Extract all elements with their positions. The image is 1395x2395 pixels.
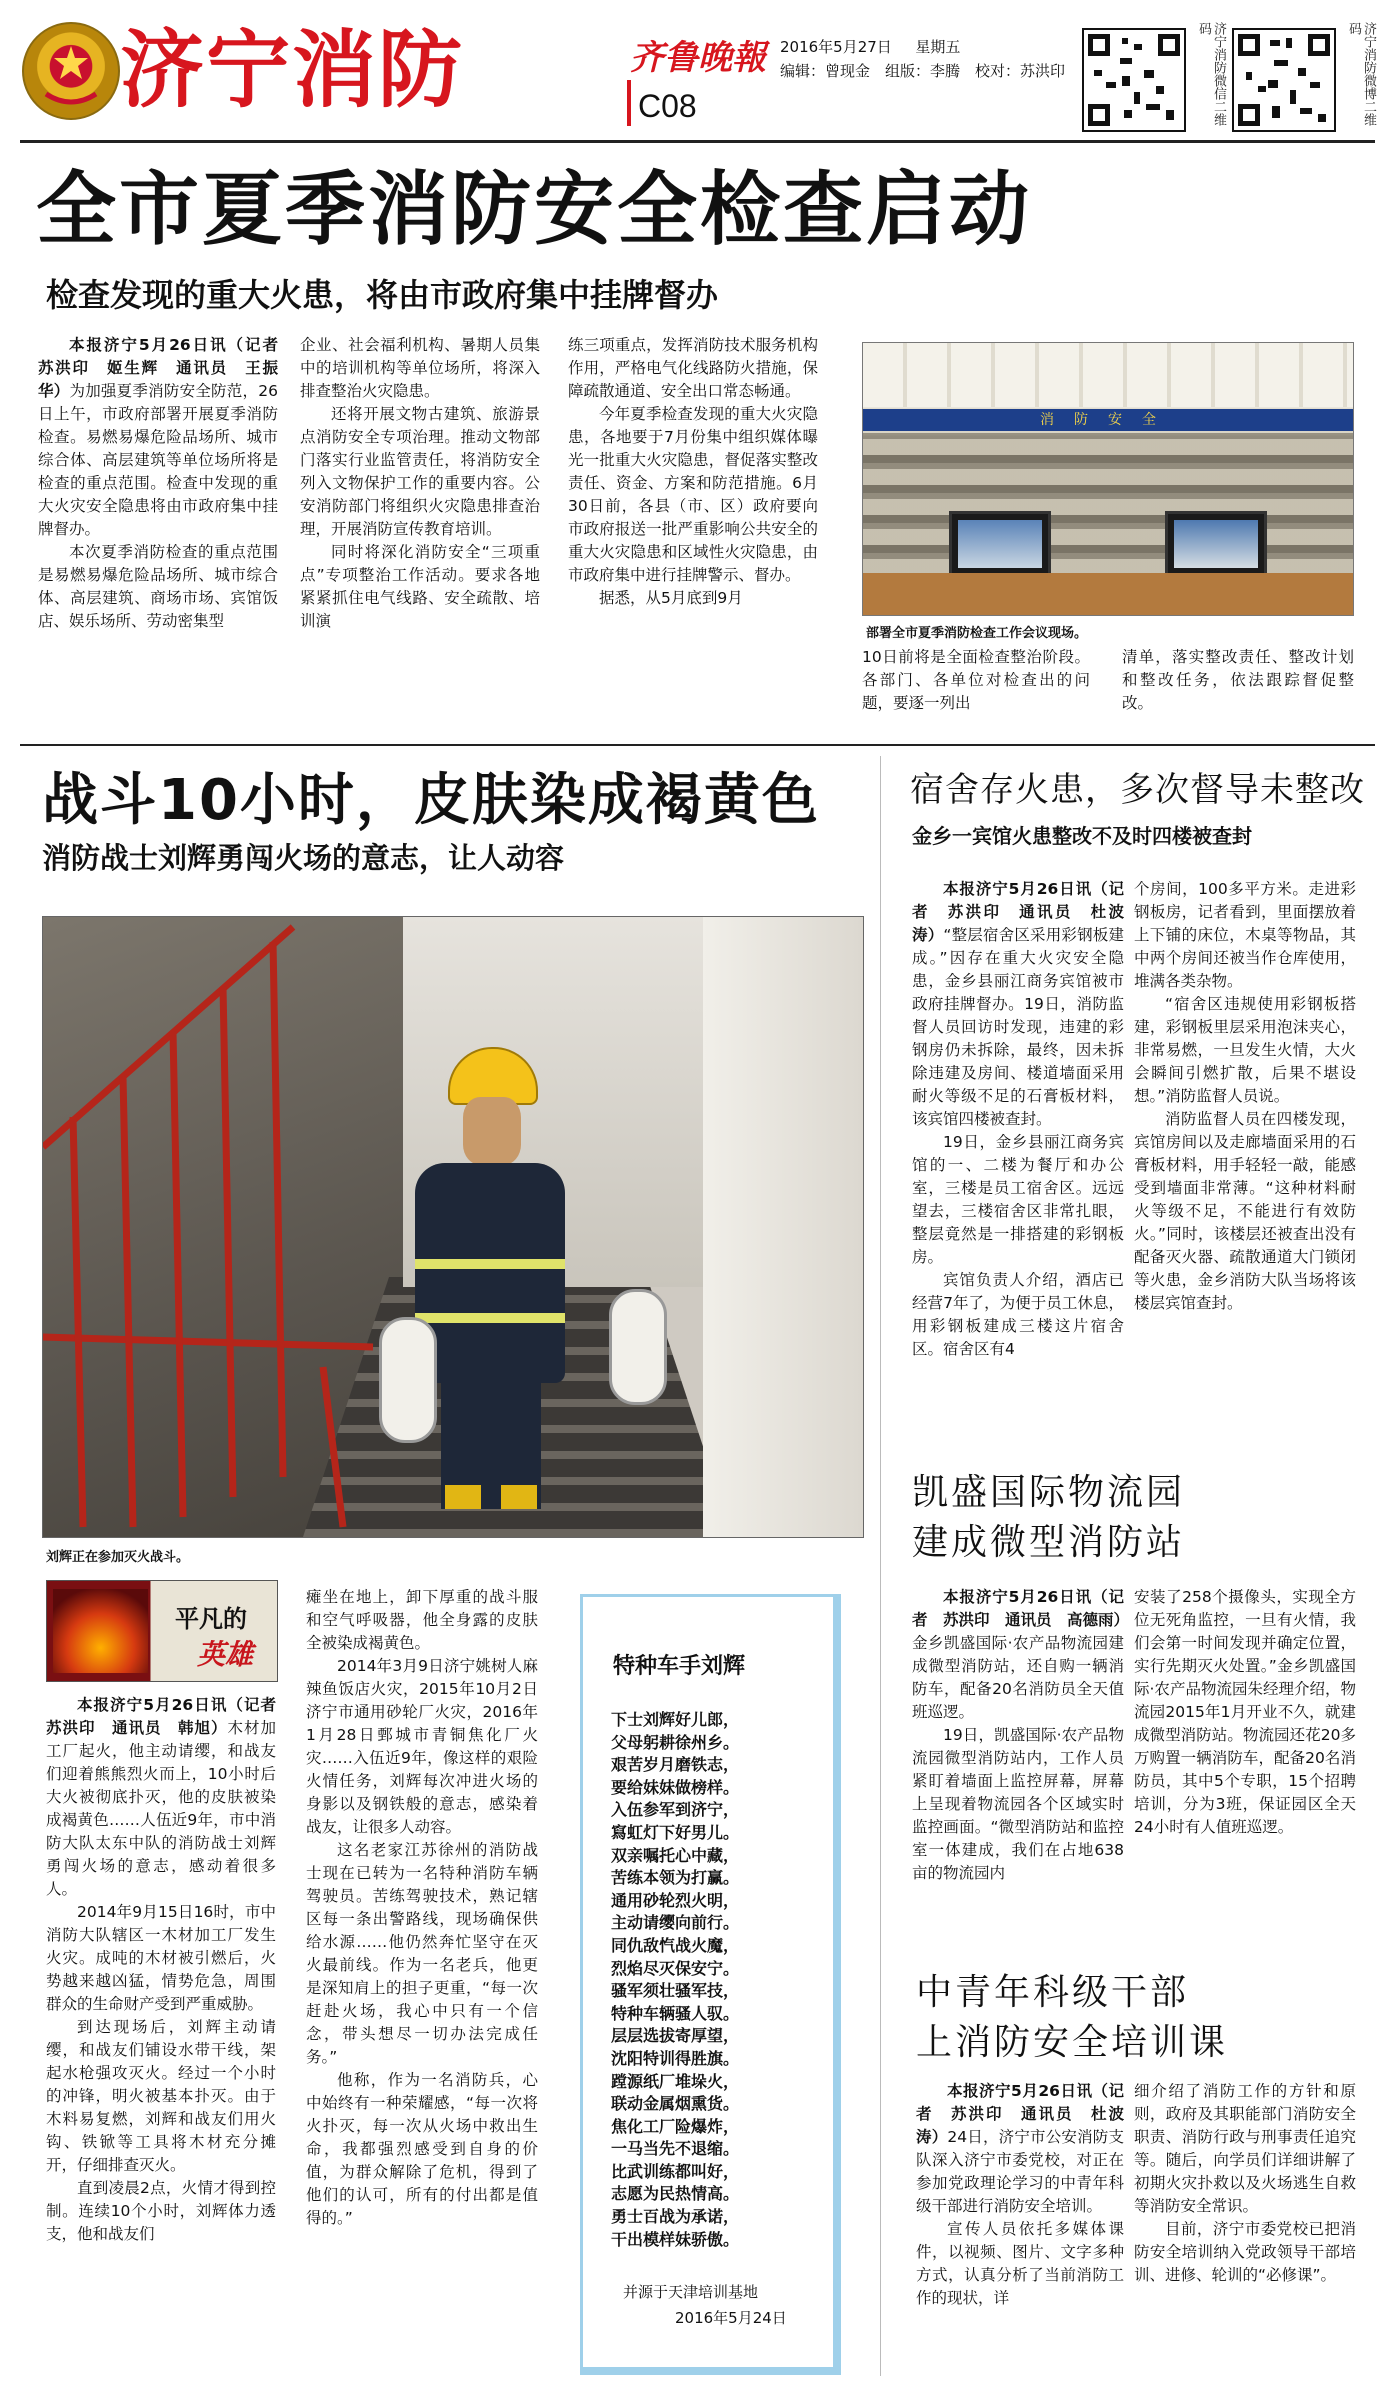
weibo-qr-label: 济宁消防微博二维码 [1346,22,1376,126]
article3-headline: 宿舍存火患，多次督导未整改 [910,770,1365,810]
article1-col2 [300,334,540,633]
article1-para: 还将开展文物古建筑、旅游景点消防安全专项治理。推动文物部门落实行业监管责任，将消防安全列入文物保护工作的重要内容。公安消防部门将组织火灾隐患排查治理，开展消防宣传教育培训。 [300,405,540,538]
masthead-divider [627,80,631,126]
article2-para: 瘫坐在地上，卸下厚重的战斗服和空气呼吸器，他全身露的皮肤全被染成褐黄色。 [306,1588,538,1652]
poem-line: 特种车辆骚人驭。 [611,2003,740,2023]
article2-para: 2014年3月9日济宁姚树人麻辣鱼饭店火灾，2015年10月2日济宁市通用砂轮厂火灾，2016年1月28日鄄城市青铜焦化厂火灾……入伍近9年，像这样的艰险火情任务，刘辉每次冲进火场的身影以及钢铁般的意志，感染着战友，让很多人动容。 [306,1657,538,1836]
meeting-banner: 消防安全 [863,409,1353,431]
meeting-table [863,573,1353,615]
poem-line: 焦化工厂险爆炸， [611,2116,740,2136]
article4-para: 金乡凯盛国际·农产品物流园建成微型消防站，还自购一辆消防车，配备20名消防员全天值班巡逻。 [912,1634,1124,1721]
article3-byline: 本报济宁5月26日讯（记者 苏洪印 通讯员 杜波涛） [912,880,1124,944]
badge-title-2: 英雄 [197,1638,254,1671]
article5-headline-2: 上消防安全培训课 [916,2022,1229,2063]
issue-date-line [780,36,960,57]
section-divider [20,744,1375,746]
article2-subhead: 消防战士刘辉勇闯火场的意志，让人动容 [42,841,565,875]
poem-line: 勇士百战为承诺， [611,2207,740,2227]
masthead-title: 济宁消防 [120,21,465,119]
article1-para: 企业、社会福利机构、暑期人员集中的培训机构等单位场所，将深入排查整治火灾隐患。 [300,336,540,400]
poem-line: 比武训练都叫好， [611,2161,740,2181]
article5-para: 目前，济宁市委党校已把消防安全培训纳入党政领导干部培训、进修、轮训的“必修课”。 [1134,2220,1356,2284]
article3-col2 [1134,878,1356,1315]
wechat-qr-label: 济宁消防微信二维码 [1196,22,1226,126]
article4-byline: 本报济宁5月26日讯（记者 苏洪印 通讯员 高德雨） [912,1588,1130,1629]
article2-para: 直到凌晨2点，火情才得到控制。连续10个小时，刘辉体力透支，他和战友们 [46,2179,276,2243]
article4-col2 [1134,1586,1356,1839]
article1-col4 [862,646,1090,715]
firefighter-photo [42,916,864,1538]
screen-left-icon [949,511,1051,577]
article3-para: “整层宿舍区采用彩钢板建成。”因存在重大火灾安全隐患，金乡县丽江商务宾馆被市政府挂牌督办。19日，消防监督人员回访时发现，违建的彩钢房仍未拆除，最终，因未拆除违建及房间、楼道墙面采用耐火等级不足的石膏板材料，该宾馆四楼被查封。 [912,926,1124,1128]
article5-para: 宣传人员依托多媒体课件，以视频、图片、文字多种方式，认真分析了当前消防工作的现状，详 [916,2220,1124,2307]
article3-para: “宿舍区违规使用彩钢板搭建，彩钢板里层采用泡沫夹心，非常易燃，一旦发生火情，大火会瞬间引燃扩散，后果不堪设想。”消防监督人员说。 [1134,995,1356,1105]
screen-right-icon [1165,511,1267,577]
article1-col1 [38,334,294,633]
hose-roll-left-icon [379,1317,437,1443]
poem-line: 沈阳特训得胜旗。 [611,2048,740,2068]
meeting-photo [862,342,1354,616]
column-divider [880,756,881,2376]
article5-byline: 本报济宁5月26日讯（记者 苏洪印 通讯员 杜波涛） [916,2082,1124,2146]
article4-para: 19日，凯盛国际·农产品物流园微型消防站内，工作人员紧盯着墙面上监控屏幕，屏幕上呈现着物流园各个区域实时监控画面。“微型消防站和监控室一体建成，我们在占地638亩的物流园内 [912,1726,1124,1882]
poem-line: 艰苦岁月磨铁志， [611,1755,740,1775]
article1-para: 练三项重点，发挥消防技术服务机构作用，严格电气化线路防火措施，保障疏散通道、安全出口常态畅通。 [568,336,818,400]
article1-para: 为加强夏季消防安全防范，26日上午，市政府部署开展夏季消防检查。易燃易爆危险品场所、城市综合体、高层建筑等单位场所将是检查的重点范围。检查中发现的重大火灾安全隐患将由市政府集中挂牌督办。 [38,382,278,538]
article3-para: 宾馆负责人介绍，酒店已经营7年了，为便于员工休息，用彩钢板建成三楼这片宿舍区。宿舍区有4 [912,1271,1124,1358]
badge-fire-icon [53,1589,148,1673]
article1-para: 10日前将是全面检查整治阶段。各部门、各单位对检查出的问题，要逐一列出 [862,648,1090,712]
weibo-qr-icon [1232,28,1336,132]
fire-emblem-icon [22,22,120,120]
poem-line: 联动金属烟熏货。 [611,2094,740,2114]
article3-para: 个房间，100多平方米。走进彩钢板房，记者看到，里面摆放着上下铺的床位，木桌等物品，其中两个房间还被当作仓库使用，堆满各类杂物。 [1134,880,1356,990]
article2-para: 木材加工厂起火，他主动请缨，和战友们迎着熊熊烈火而上，10小时后大火被彻底扑灭，他的皮肤被染成褐黄色……人伍近9年，市中消防大队太东中队的消防战士刘辉勇闯火场的意志，感动着很多人。 [46,1719,276,1898]
poem-line: 下士刘辉好儿郎， [611,1710,740,1729]
poem-line: 骚军须壮骚军技， [611,1981,740,2001]
article1-byline: 本报济宁5月26日讯（记者 苏洪印 姬生辉 通讯员 王振华） [38,336,294,400]
firefighter-legs [441,1379,541,1509]
poem-line: 父母躬耕徐州乡。 [611,1732,740,1752]
firefighter-body [415,1163,565,1383]
article3-col1 [912,878,1124,1361]
poem-line: 烈焰尽灭保安宁。 [611,1958,740,1978]
badge-title-1: 平凡的 [175,1605,247,1633]
poem-line: 主动请缨向前行。 [611,1913,740,1933]
poem-box [580,1594,841,2375]
poem-signature: 并源于天津培训基地 [623,2283,759,2301]
poem-line: 同仇敌忾战火魔， [611,1935,740,1955]
poem-title: 特种车手刘辉 [613,1654,746,1679]
article1-para: 据悉，从5月底到9月 [599,589,743,607]
article1-col5 [1122,646,1354,715]
hose-roll-right-icon [609,1289,667,1405]
article4-col1 [912,1586,1130,1885]
masthead [0,0,1395,145]
article1-col3 [568,334,818,610]
article5-col2 [1134,2080,1356,2287]
poem-line: 要给妹妹做榜样。 [611,1777,740,1797]
article1-para: 清单，落实整改责任、整改计划和整改任务，依法跟踪督促整改。 [1122,648,1354,712]
issue-date: 2016年5月27日 [780,38,892,56]
article5-col1 [916,2080,1124,2310]
article2-col1 [46,1694,292,2246]
poem-lines [611,1709,811,2251]
article2-para: 2014年9月15日16时，市中消防大队辖区一木材加工厂发生火灾。成吨的木材被引燃后，火势越来越凶猛，情势危急，周围群众的生命财产受到严重威胁。 [46,1903,276,2013]
poem-date: 2016年5月24日 [675,2309,787,2327]
article1-headline: 全市夏季消防安全检查启动 [36,163,1032,256]
article4-headline-1: 凯盛国际物流园 [912,1472,1186,1513]
article1-para: 同时将深化消防安全“三项重点”专项整治工作活动。要求各地紧紧抓住电气线路、安全疏散、培训演 [300,543,540,630]
article2-para: 到达现场后，刘辉主动请缨，和战友们铺设水带干线，架起水枪强攻灭火。经过一个小时的冲锋，明火被基本扑灭。由于木料易复燃，刘辉和战友们用火钩、铁锨等工具将木材充分摊开，仔细排查灭火。 [46,2018,276,2174]
article1-para: 本次夏季消防检查的重点范围是易燃易爆危险品场所、城市综合体、高层建筑、商场市场、宾馆饭店、娱乐场所、劳动密集型 [38,543,278,630]
poem-line: 苦练本领为打赢。 [611,1868,740,1888]
article1-para: 今年夏季检查发现的重大火灾隐患，各地要于7月份集中组织媒体曝光一批重大火灾隐患，督促落实整改责任、资金、方案和防范措施。6月30日前，各县（市、区）政府要向市政府报送一批严重影响公共安全的重大火灾隐患和区域性火灾隐患，由市政府集中进行挂牌警示、督办。 [568,405,818,584]
poem-line: 通用砂轮烈火明， [611,1890,740,1910]
article2-byline: 本报济宁5月26日讯（记者 苏洪印 通讯员 韩旭） [46,1696,292,1737]
firefighter-photo-caption: 刘辉正在参加灭火战斗。 [46,1550,190,1565]
article5-para: 24日，济宁市公安消防支队深入济宁市委党校，对正在参加党政理论学习的中青年科级干部进行消防安全培训。 [916,2128,1124,2215]
poem-line: 层层选拔寄厚望， [611,2026,740,2046]
poem-line: 志愿为民热情高。 [611,2184,740,2204]
issue-weekday: 星期五 [915,38,961,56]
poem-line: 寫虹灯下好男儿。 [611,1822,740,1842]
article4-para: 安装了258个摄像头，实现全方位无死角监控，一旦有火情，我们会第一时间发现并确定位置，实行先期灭火处置。”金乡凯盛国际·农产品物流园朱经理介绍，物流园2015年1月开业不久，就建成微型消防站。物流园还花20多万购置一辆消防车，配备20名消防员，其中5个专职，15个招聘培训，分为3班，保证园区全天24小时有人值班巡逻。 [1134,1588,1356,1836]
article5-headline-1: 中青年科级干部 [916,1972,1190,2013]
poem-line: 干出模样妹骄傲。 [611,2229,740,2249]
meeting-ceiling [863,343,1353,407]
article3-subhead: 金乡一宾馆火患整改不及时四楼被查封 [912,824,1252,848]
wechat-qr-icon [1082,28,1186,132]
firefighter-face [463,1097,521,1165]
poem-line: 一马当先不退缩。 [611,2139,740,2159]
article4-headline-2: 建成微型消防站 [912,1522,1186,1563]
editors-line: 编辑：曾现金 组版：李腾 校对：苏洪印 [780,62,1066,80]
poem-line: 蹚源纸厂堆垛火， [611,2071,740,2091]
article5-para: 细介绍了消防工作的方针和原则，政府及其职能部门消防安全职责、消防行政与刑事责任追究等。随后，向学员们详细讲解了初期火灾扑救以及火场逃生自救等消防安全常识。 [1134,2082,1356,2215]
meeting-photo-caption: 部署全市夏季消防检查工作会议现场。 [866,626,1088,641]
article2-col2 [306,1586,538,2230]
ordinary-hero-badge [46,1580,278,1682]
article3-para: 消防监督人员在四楼发现，宾馆房间以及走廊墙面采用的石膏板材料，用手轻轻一敲，能感受到墙面非常薄。“这种材料耐火等级不足，不能进行有效防火。”同时，该楼层还被查出没有配备灭火器、疏散通道大门锁闭等火患，金乡消防大队当场将该楼层宾馆查封。 [1134,1110,1356,1312]
article2-headline: 战斗10小时，皮肤染成褐黄色 [42,768,820,833]
article2-para: 这名老家江苏徐州的消防战士现在已转为一名特种消防车辆驾驶员。苦练驾驶技术，熟记辖区每一条出警路线，现场确保供给水源……他仍然奔忙坚守在灭火最前线。作为一名老兵，他更是深知肩上的担子更重，“每一次赶赴火场，我心中只有一个信念，带头想尽一切办法完成任务。” [306,1841,538,2066]
masthead-bottom-rule [20,140,1375,143]
newspaper-name: 齐鲁晚報 [630,38,766,78]
page-number: C08 [638,88,697,124]
poem-line: 入伍参军到济宁， [611,1800,740,1820]
poem-line: 双亲嘱托心中藏， [611,1845,740,1865]
article1-subhead: 检查发现的重大火患，将由市政府集中挂牌督办 [46,276,719,314]
article3-para: 19日，金乡县丽江商务宾馆的一、二楼为餐厅和办公室，三楼是员工宿舍区。远远望去，三楼宿舍区非常扎眼，整层竟然是一排搭建的彩钢板房。 [912,1133,1124,1266]
article2-para: 他称，作为一名消防兵，心中始终有一种荣耀感，“每一次将火扑灭，每一次从火场中救出生命，我都强烈感受到自身的价值，为群众解除了危机，得到了他们的认可，所有的付出都是值得的。” [306,2071,538,2227]
